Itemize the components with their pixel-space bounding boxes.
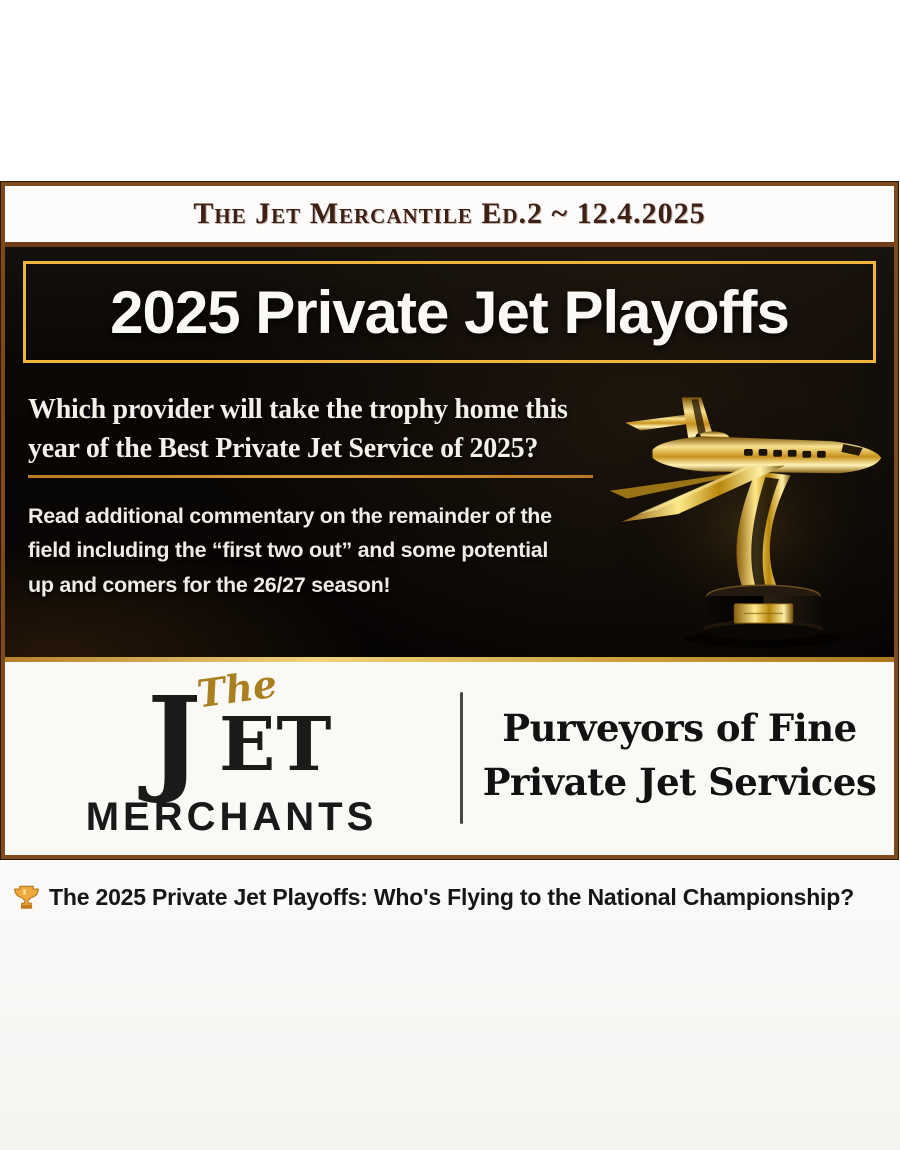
tagline-line: Purveyors of Fine xyxy=(502,706,857,750)
post-caption xyxy=(13,884,887,911)
caption-text: The 2025 Private Jet Playoffs: Who's Flying to the National Championship? xyxy=(49,884,854,910)
hero-section xyxy=(5,247,894,657)
masthead-bar xyxy=(5,186,894,247)
vertical-divider xyxy=(460,692,463,824)
commentary-line: up and comers for the 26/27 season! xyxy=(28,572,391,597)
commentary-line: Read additional commentary on the remainder of the xyxy=(28,504,552,528)
jet-merchants-logo xyxy=(5,662,458,855)
question-line: Which provider will take the trophy home this xyxy=(28,394,568,425)
brand-section xyxy=(5,662,894,855)
golden-jet-trophy-icon xyxy=(598,387,890,653)
brand-tagline xyxy=(473,702,886,809)
question-line: year of the Best Private Jet Service of 2025? xyxy=(28,432,539,464)
logo-jet-et: ET xyxy=(219,702,333,788)
trophy-icon xyxy=(13,884,40,911)
hero-question xyxy=(28,391,568,468)
title-frame xyxy=(23,261,876,363)
newsletter-banner-card xyxy=(1,182,898,859)
commentary-line: field including the “first two out” and some potential xyxy=(28,538,549,563)
hero-commentary xyxy=(28,499,552,602)
logo-merchants-wordmark: MERCHANTS xyxy=(85,795,378,839)
hero-title: 2025 Private Jet Playoffs xyxy=(110,278,789,346)
gold-divider-rule xyxy=(28,475,593,478)
logo-jet-j: J xyxy=(147,672,202,807)
masthead-title: The Jet Mercantile Ed.2 ~ 12.4.2025 xyxy=(193,197,706,230)
logo-the-script: The xyxy=(194,660,280,717)
tagline-line: Private Jet Services xyxy=(482,759,877,804)
